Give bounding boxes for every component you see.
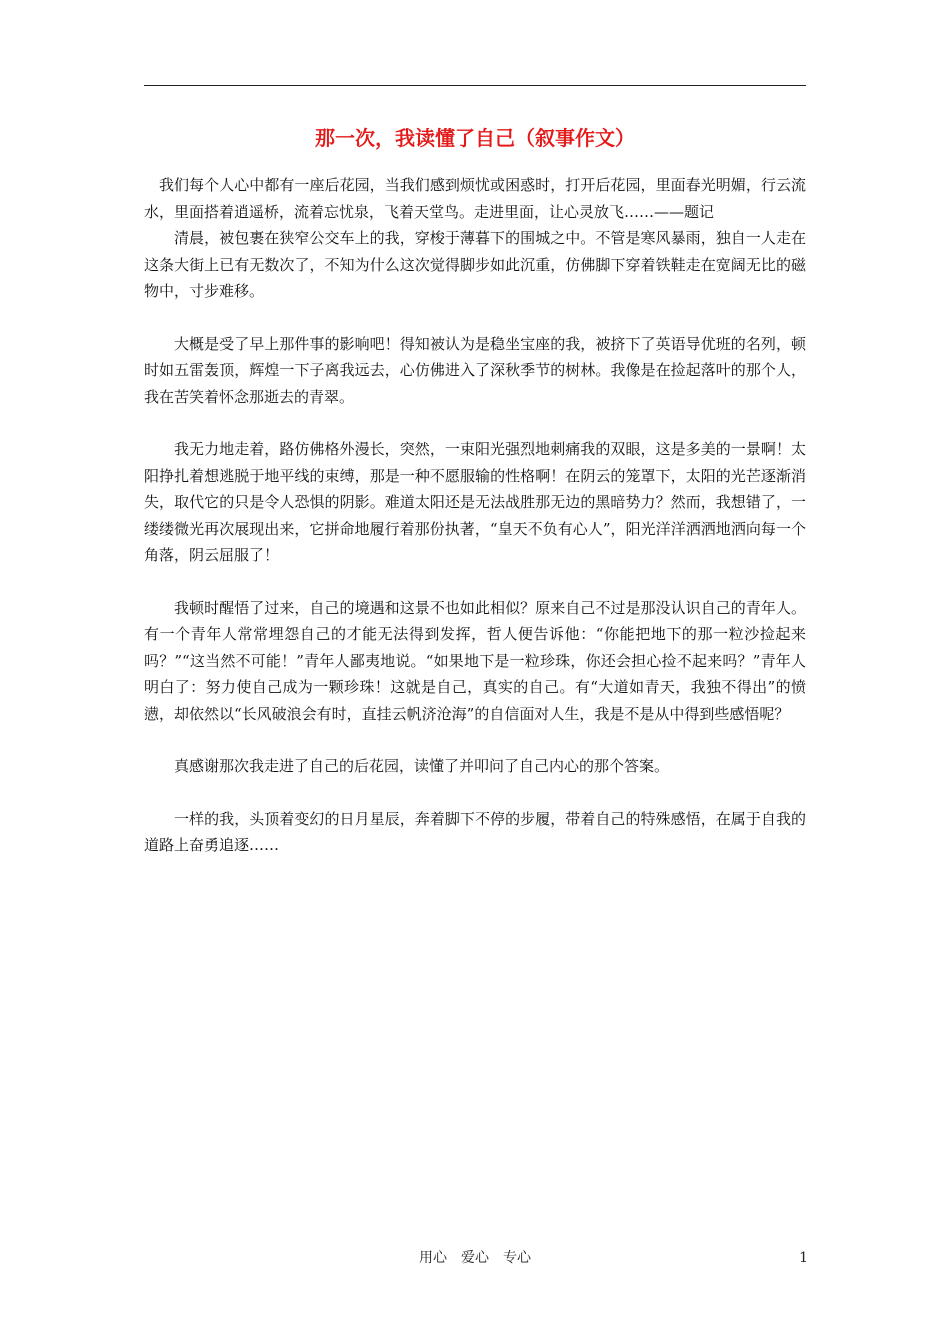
- paragraph-2: 大概是受了早上那件事的影响吧！得知被认为是稳坐宝座的我，被挤下了英语导优班的名列，顿时如五雷轰顶，辉煌一下子离我远去，心仿佛进入了深秋季节的树林。我像是在捡起落叶的那个人，我在苦笑着怀念那逝去的青翠。: [144, 334, 806, 406]
- paragraph-6: 一样的我，头顶着变幻的日月星辰，奔着脚下不停的步履，带着自己的特殊感悟，在属于自我的道路上奋勇追逐……: [144, 809, 806, 854]
- page-footer: [0, 1248, 950, 1268]
- paragraph-epigraph: 我们每个人心中都有一座后花园，当我们感到烦忧或困惑时，打开后花园，里面春光明媚，行云流水，里面搭着逍遥桥，流着忘忧泉，飞着天堂鸟。走进里面，让心灵放飞……——题记: [144, 176, 806, 221]
- paragraph-4: 我顿时醒悟了过来，自己的境遇和这景不也如此相似？原来自己不过是那没认识自己的青年人。有一个青年人常常埋怨自己的才能无法得到发挥，哲人便告诉他：“你能把地下的那一粒沙捡起来吗？”“这当然不可能！”青年人鄙夷地说。“如果地下是一粒珍珠，你还会担心捡不起来吗？”青年人明白了：努力使自己成为一颗珍珠！这就是自己，真实的自己。有“大道如青天，我独不得出”的愤懑，却依然以“长风破浪会有时，直挂云帆济沧海”的自信面对人生，我是不是从中得到些感悟呢？: [144, 598, 806, 723]
- footer-slogan: 用心 爱心 专心: [419, 1250, 531, 1266]
- paragraph-5: 真感谢那次我走进了自己的后花园，读懂了并叩问了自己内心的那个答案。: [174, 757, 670, 775]
- paragraph-1: 清晨，被包裹在狭窄公交车上的我，穿梭于薄暮下的围城之中。不管是寒风暴雨，独自一人走在这条大街上已有无数次了，不知为什么这次觉得脚步如此沉重，仿佛脚下穿着铁鞋走在宽阔无比的磁物中，寸步难移。: [144, 229, 806, 300]
- paragraph-3: 我无力地走着，路仿佛格外漫长，突然，一束阳光强烈地刺痛我的双眼，这是多美的一景啊！太阳挣扎着想逃脱于地平线的束缚，那是一种不愿服输的性格啊！在阴云的笼罩下，太阳的光芒逐渐消失，取代它的只是令人恐惧的阴影。难道太阳还是无法战胜那无边的黑暗势力？然而，我想错了，一缕缕微光再次展现出来，它拼命地履行着那份执著，“皇天不负有心人”，阳光洋洋洒洒地洒向每一个角落，阴云屈服了！: [144, 440, 806, 564]
- document-title: 那一次，我读懂了自己（叙事作文）: [315, 126, 635, 150]
- document-body: [144, 172, 806, 859]
- header-rule: [144, 85, 806, 86]
- page-number: 1: [799, 1250, 808, 1266]
